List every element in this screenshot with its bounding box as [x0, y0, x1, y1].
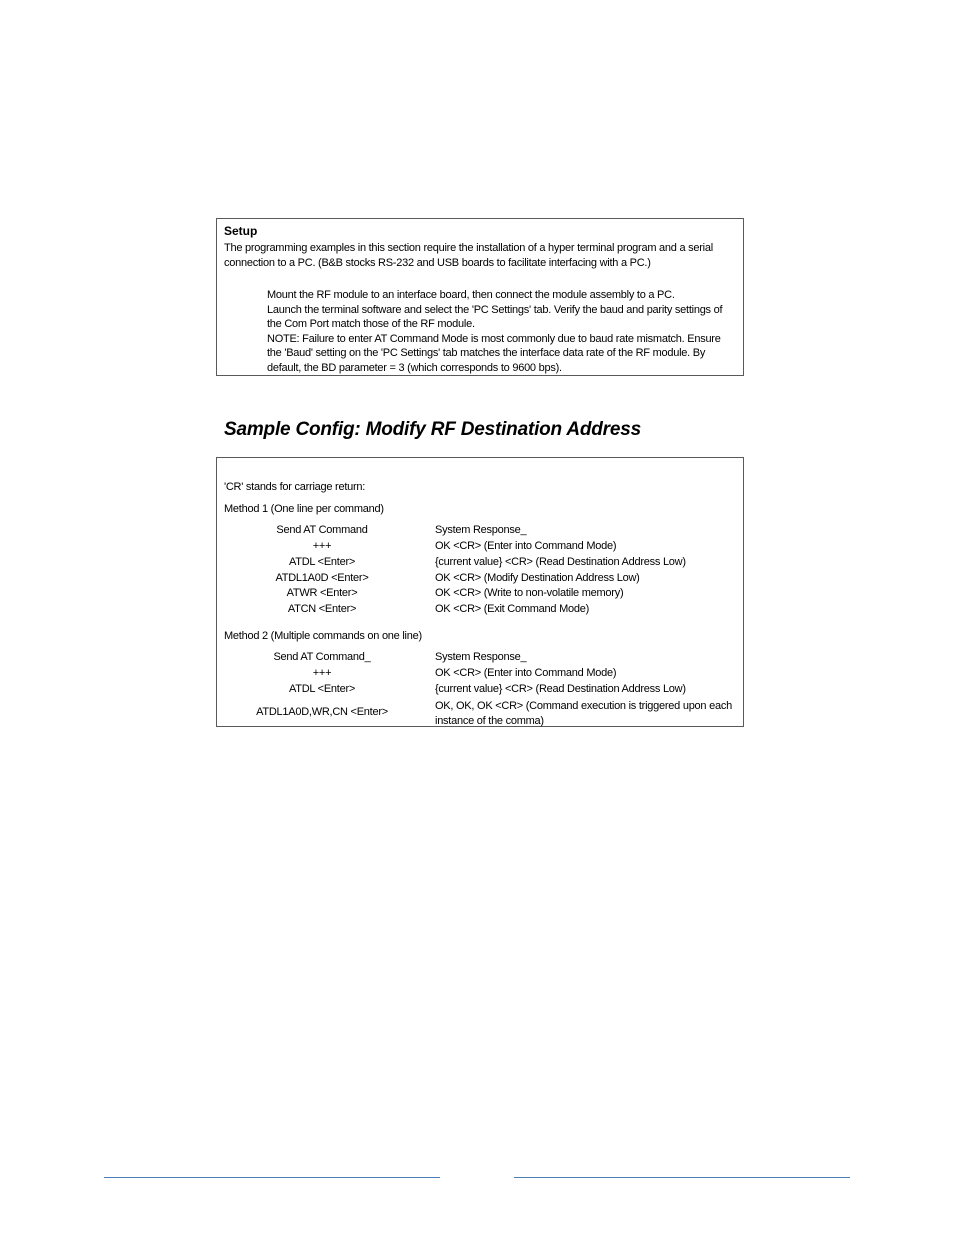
- method1-command: ATCN <Enter>: [287, 603, 357, 615]
- cr-note: 'CR' stands for carriage return:: [224, 481, 366, 493]
- method1-col-command: Send AT Command: [276, 524, 368, 536]
- method1-command: ATDL1A0D <Enter>: [275, 572, 369, 584]
- method2-command: ATDL <Enter>: [288, 683, 356, 695]
- method2-command: ATDL1A0D,WR,CN <Enter>: [256, 706, 388, 718]
- setup-step: Launch the terminal software and select the 'PC Settings' tab. Verify the baud and parity settings of the Com Port match those of the RF module.: [267, 303, 723, 331]
- method2-command: +++: [312, 667, 332, 679]
- method2-col-command: Send AT Command_: [273, 651, 371, 663]
- method1-command: ATWR <Enter>: [286, 587, 358, 599]
- setup-box: [216, 218, 744, 376]
- setup-steps: [267, 288, 737, 376]
- method1-response: {current value} <CR> (Read Destination Address Low): [435, 556, 686, 568]
- method1-title: Method 1 (One line per command): [224, 503, 384, 515]
- setup-step: NOTE: Failure to enter AT Command Mode is most commonly due to baud rate mismatch. Ensure the 'Baud' setting on the 'PC Settings' tab matches the interface data rate of the RF module. By default, the BD parameter = 3 (which corresponds to 9600 bps).: [267, 332, 721, 374]
- method1-response: OK <CR> (Enter into Command Mode): [435, 540, 617, 552]
- method2-col-response: System Response_: [435, 651, 527, 663]
- method1-response: OK <CR> (Exit Command Mode): [435, 603, 590, 615]
- setup-title: Setup: [224, 224, 258, 238]
- method2-response: {current value} <CR> (Read Destination Address Low): [435, 683, 686, 695]
- config-box: [216, 457, 744, 727]
- method2-response: OK, OK, OK <CR> (Command execution is triggered upon each instance of the comma): [435, 700, 732, 727]
- method1-col-response: System Response_: [435, 524, 527, 536]
- method1-response: OK <CR> (Write to non-volatile memory): [435, 587, 624, 599]
- footer-rule-right: [514, 1177, 850, 1178]
- setup-step: Mount the RF module to an interface board, then connect the module assembly to a PC.: [267, 289, 675, 301]
- method1-command: ATDL <Enter>: [288, 556, 356, 568]
- method1-response: OK <CR> (Modify Destination Address Low): [435, 572, 640, 584]
- method2-title: Method 2 (Multiple commands on one line): [224, 630, 422, 642]
- method1-command: +++: [312, 540, 332, 552]
- setup-intro: The programming examples in this section require the installation of a hyper terminal program and a serial connection to a PC. (B&B stocks RS-232 and USB boards to facilitate interfacing with a PC.): [224, 242, 713, 269]
- footer-rule-left: [104, 1177, 440, 1178]
- section-heading: Sample Config: Modify RF Destination Address: [224, 419, 641, 440]
- method2-response: OK <CR> (Enter into Command Mode): [435, 667, 617, 679]
